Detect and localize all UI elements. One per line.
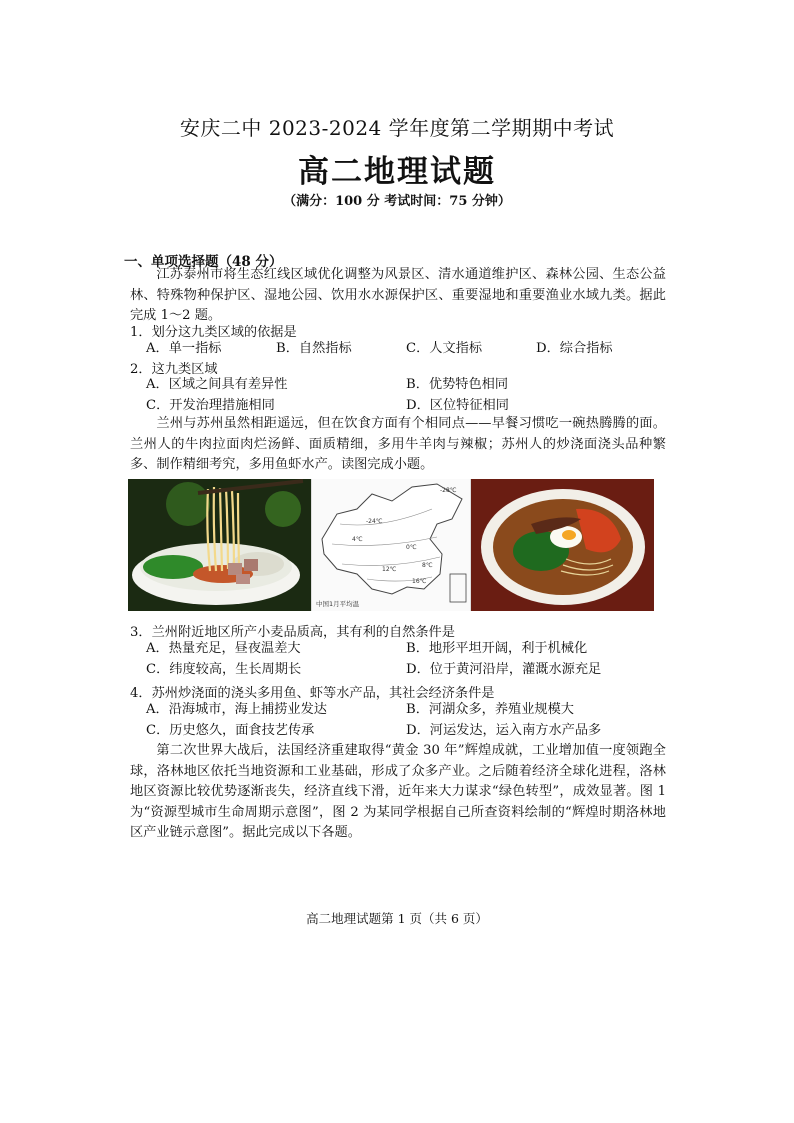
suzhou-noodles-photo: [471, 479, 654, 611]
intro-paragraph-3: 第二次世界大战后，法国经济重建取得“黄金 30 年”辉煌成就，工业增加值一度领跑全球，洛林地区依托当地资源和工业基础，形成了众多产业。之后随着经济全球化进程，洛林地区资源比较优势逐渐丧失，经济直线下滑，近年来大力谋求“绿色转型”，成效显著。图 1 为“资源型城市生命周期示意图”，图 2 为某同学根据自己所查资料绘制的“辉煌时期洛林地区产业链示意图”。据此完成以下各题。: [130, 743, 666, 841]
isotherm-label: -28℃: [440, 487, 457, 494]
subject-title: 高二地理试题: [298, 154, 496, 190]
q1-option-c: C．人文指标: [406, 341, 483, 356]
q3-option-d: D．位于黄河沿岸，灌溉水源充足: [406, 661, 602, 677]
question-3-options: [146, 639, 666, 680]
exam-title: 安庆二中 2023-2024 学年度第二学期期中考试: [179, 116, 615, 140]
isotherm-label: 0℃: [406, 544, 417, 551]
china-january-temperature-map: [311, 479, 470, 611]
question-3-stem: 3．兰州附近地区所产小麦品质高，其有利的自然条件是: [130, 625, 455, 640]
q2-option-a: A．区域之间具有差异性: [146, 377, 288, 392]
question-1-stem: 1．划分这九类区域的依据是: [130, 325, 297, 340]
isotherm-label: 8℃: [422, 562, 433, 569]
intro-paragraph-1: 江苏泰州市将生态红线区域优化调整为风景区、清水通道维护区、森林公园、生态公益林、特殊物种保护区、湿地公园、饮用水水源保护区、重要湿地和重要渔业水域九类。据此完成 1～2 题。: [130, 267, 666, 324]
q1-option-a: A．单一指标: [146, 341, 222, 356]
question-4-stem: 4．苏州炒浇面的浇头多用鱼、虾等水产品，其社会经济条件是: [130, 686, 495, 701]
q3-option-c: C．纬度较高，生长周期长: [146, 661, 302, 677]
q2-option-c: C．开发治理措施相同: [146, 397, 275, 413]
lanzhou-noodles-photo: [128, 479, 311, 611]
section-heading: 一、单项选择题（48 分）: [124, 254, 283, 270]
isotherm-label: -24℃: [366, 518, 383, 525]
q2-option-b: B．优势特色相同: [406, 377, 509, 392]
isotherm-label: 16℃: [412, 578, 427, 585]
figure-row: [128, 479, 654, 611]
q4-option-c: C．历史悠久，面食技艺传承: [146, 722, 315, 738]
q4-option-d: D．河运发达，运入南方水产品多: [406, 722, 602, 738]
q2-option-d: D．区位特征相同: [406, 397, 509, 413]
q4-option-b: B．河湖众多，养殖业规模大: [406, 702, 574, 717]
exam-info: （满分：100 分 考试时间：75 分钟）: [283, 194, 511, 209]
page-footer: 高二地理试题第 1 页（共 6 页）: [306, 911, 488, 926]
question-2-stem: 2．这九类区域: [130, 362, 218, 377]
isotherm-label: 12℃: [382, 566, 397, 573]
q4-option-a: A．沿海城市，海上捕捞业发达: [146, 702, 327, 717]
q3-option-b: B．地形平坦开阔，利于机械化: [406, 641, 588, 656]
q3-option-a: A．热量充足，昼夜温差大: [146, 641, 301, 656]
intro-paragraph-2: 兰州与苏州虽然相距遥远，但在饮食方面有个相同点——早餐习惯吃一碗热腾腾的面。兰州人的牛肉拉面肉烂汤鲜、面质精细，多用牛羊肉与辣椒；苏州人的炒浇面浇头品种繁多、制作精细考究，多用鱼虾水产。读图完成小题。: [130, 416, 666, 473]
q1-option-d: D．综合指标: [536, 341, 613, 356]
question-1-options: [146, 339, 666, 360]
isotherm-label: 4℃: [352, 536, 363, 543]
map-caption: 中国1月平均温: [316, 600, 360, 608]
q1-option-b: B．自然指标: [276, 341, 352, 356]
question-4-options: [146, 700, 666, 741]
question-2-options: [146, 375, 666, 416]
